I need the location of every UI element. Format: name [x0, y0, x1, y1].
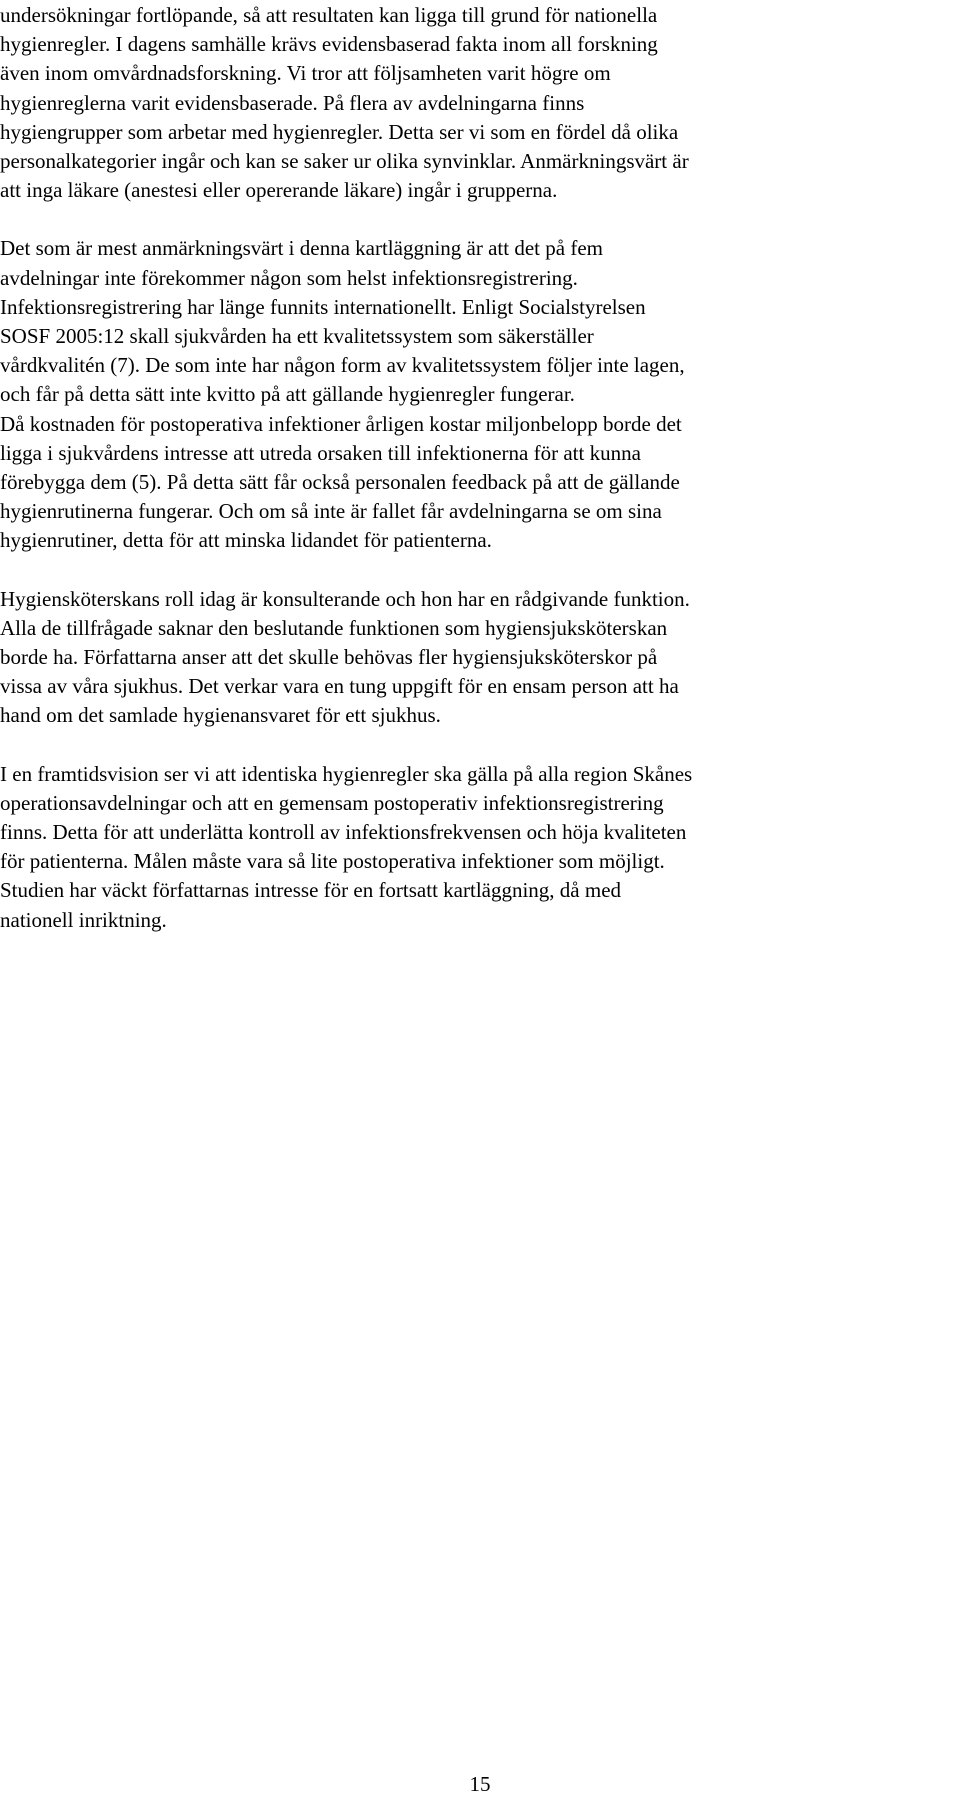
- text-line: SOSF 2005:12 skall sjukvården ha ett kvalitetssystem som säkerställer: [0, 324, 594, 349]
- text-line: Då kostnaden för postoperativa infektioner årligen kostar miljonbelopp borde det: [0, 411, 682, 436]
- text-line: avdelningar inte förekommer någon som helst infektionsregistrering.: [0, 265, 578, 290]
- text-line: hand om det samlade hygienansvaret för ett sjukhus.: [0, 703, 441, 728]
- paragraph-spacer: [0, 731, 958, 760]
- text-line: hygienregler. I dagens samhälle krävs evidensbaserad fakta inom all forskning: [0, 32, 658, 57]
- text-line: hygienreglerna varit evidensbaserade. På flera av avdelningarna finns: [0, 90, 585, 115]
- text-line: hygiengrupper som arbetar med hygienregler. Detta ser vi som en fördel då olika: [0, 119, 679, 144]
- text-line: att inga läkare (anestesi eller opererande läkare) ingår i grupperna.: [0, 178, 558, 203]
- text-line: finns. Detta för att underlätta kontroll av infektionsfrekvensen och höja kvaliteten: [0, 820, 687, 845]
- paragraph-spacer: [0, 556, 958, 585]
- text-line: I en framtidsvision ser vi att identiska hygienregler ska gälla på alla region Skånes: [0, 761, 693, 786]
- text-line: ligga i sjukvårdens intresse att utreda orsaken till infektionerna för att kunna: [0, 440, 641, 465]
- page-number: 15: [469, 1772, 491, 1796]
- text-line: hygienrutiner, detta för att minska lidandet för patienterna.: [0, 528, 492, 553]
- text-line: och får på detta sätt inte kvitto på att gällande hygienregler fungerar.: [0, 382, 575, 407]
- paragraph-2: [0, 234, 958, 555]
- text-line: även inom omvårdnadsforskning. Vi tror att följsamheten varit högre om: [0, 61, 611, 86]
- text-line: Hygiensköterskans roll idag är konsulterande och hon har en rådgivande funktion.: [0, 586, 690, 611]
- text-line: för patienterna. Målen måste vara så lite postoperativa infektioner som möjligt.: [0, 849, 665, 874]
- text-line: vårdkvalitén (7). De som inte har någon form av kvalitetssystem följer inte lagen,: [0, 353, 685, 378]
- paragraph-1: [0, 1, 958, 205]
- text-line: nationell inriktning.: [0, 907, 167, 932]
- text-line: undersökningar fortlöpande, så att resultaten kan ligga till grund för nationella: [0, 3, 658, 27]
- text-line: vissa av våra sjukhus. Det verkar vara en tung uppgift för en ensam person att ha: [0, 674, 679, 699]
- text-line: Alla de tillfrågade saknar den beslutande funktionen som hygiensjuksköterskan: [0, 615, 668, 640]
- paragraph-spacer: [0, 205, 958, 234]
- text-line: Det som är mest anmärkningsvärt i denna kartläggning är att det på fem: [0, 236, 603, 261]
- text-line: Infektionsregistrering har länge funnits internationellt. Enligt Socialstyrelsen: [0, 294, 646, 319]
- text-line: personalkategorier ingår och kan se saker ur olika synvinklar. Anmärkningsvärt är: [0, 149, 689, 174]
- text-line: borde ha. Författarna anser att det skulle behövas fler hygiensjuksköterskor på: [0, 645, 658, 670]
- paragraph-3: [0, 585, 958, 731]
- text-line: hygienrutinerna fungerar. Och om så inte är fallet får avdelningarna se om sina: [0, 499, 662, 524]
- text-line: Studien har väckt författarnas intresse för en fortsatt kartläggning, då med: [0, 878, 622, 903]
- text-line: förebygga dem (5). På detta sätt får också personalen feedback på att de gällande: [0, 470, 680, 495]
- text-line: operationsavdelningar och att en gemensam postoperativ infektionsregistrering: [0, 790, 664, 815]
- paragraph-4: [0, 760, 958, 935]
